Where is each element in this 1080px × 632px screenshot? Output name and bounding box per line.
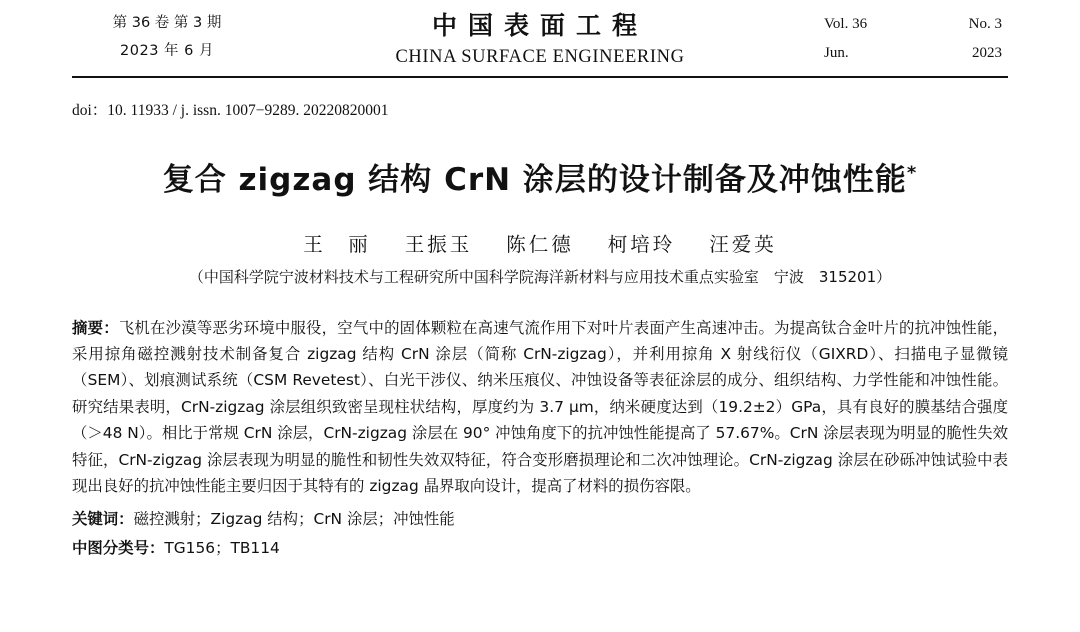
author-item: 陈仁德 (506, 232, 574, 256)
abstract-text: 飞机在沙漠等恶劣环境中服役，空气中的固体颗粒在高速气流作用下对叶片表面产生高速冲击。为提高钛合金叶片的抗冲蚀性能，采用掠角磁控溅射技术制备复合 zigzag 结构 CrN 涂层（简称 CrN-zigzag），并利用掠角 X 射线衍仪（GIXRD）、扫描电子显微镜（SEM）、划痕测试系统（CSM Revetest）、白光干涉仪、纳米压痕仪、冲蚀设备等表征涂层的成分、组织结构、力学性能和冲蚀性能。研究结果表明，CrN-zigzag 涂层组织致密呈现柱状结构，厚度约为 3.7 μm，纳米硬度达到（19.2±2）GPa，具有良好的膜基结合强度（＞48 N）。相比于常规 CrN 涂层，CrN-zigzag 涂层在 90° 冲蚀角度下的抗冲蚀性能提高了 57.67%。CrN 涂层表现为明显的脆性失效特征，CrN-zigzag 涂层表现为明显的脆性和韧性失效双特征，符合变形磨损理论和二次冲蚀理论。CrN-zigzag 涂层在砂砾冲蚀试验中表现出良好的抗冲蚀性能主要归因于其特有的 zigzag 晶界取向设计，提高了材料的损伤容限。 (72, 318, 1008, 496)
abstract-paragraph (72, 315, 1008, 500)
number-label: No. 3 (968, 16, 1002, 32)
abstract-label: 摘要： (72, 318, 119, 337)
author-item: 王 丽 (303, 232, 371, 256)
masthead (72, 0, 1008, 68)
author-list (72, 229, 1008, 257)
month-label: Jun. (824, 44, 849, 61)
masthead-right (818, 10, 1008, 67)
doi-line: doi：10. 11933 / j. issn. 1007−9289. 20220820001 (72, 101, 389, 119)
title-footnote-marker: * (906, 162, 918, 184)
title-text: 复合 zigzag 结构 CrN 涂层的设计制备及冲蚀性能 (162, 161, 907, 198)
author-item: 柯培玲 (607, 232, 676, 256)
clc-line (72, 536, 1008, 558)
author-item: 汪爱英 (709, 232, 777, 256)
keywords-label: 关键词： (72, 509, 134, 528)
masthead-center (262, 10, 818, 68)
keywords-line (72, 507, 1008, 529)
volume-issue: 第 36 卷 第 3 期 (112, 15, 222, 31)
journal-title-cn: 中国表面工程 (431, 11, 648, 40)
keywords-text: 磁控溅射；Zigzag 结构；CrN 涂层；冲蚀性能 (133, 509, 455, 528)
affiliation: （中国科学院宁波材料技术与工程研究所中国科学院海洋新材料与应用技术重点实验室 宁波 315201） (188, 267, 892, 286)
year-label: 2023 (972, 44, 1002, 61)
volume-label: Vol. 36 (824, 16, 868, 32)
masthead-divider (72, 76, 1008, 78)
journal-title-en: CHINA SURFACE ENGINEERING (395, 46, 685, 67)
clc-text: TG156；TB114 (164, 538, 280, 557)
clc-label: 中图分类号： (72, 538, 165, 557)
page-title (72, 154, 1008, 199)
masthead-left (72, 10, 262, 65)
issue-date: 2023 年 6 月 (120, 42, 214, 59)
author-item: 王振玉 (404, 232, 473, 256)
